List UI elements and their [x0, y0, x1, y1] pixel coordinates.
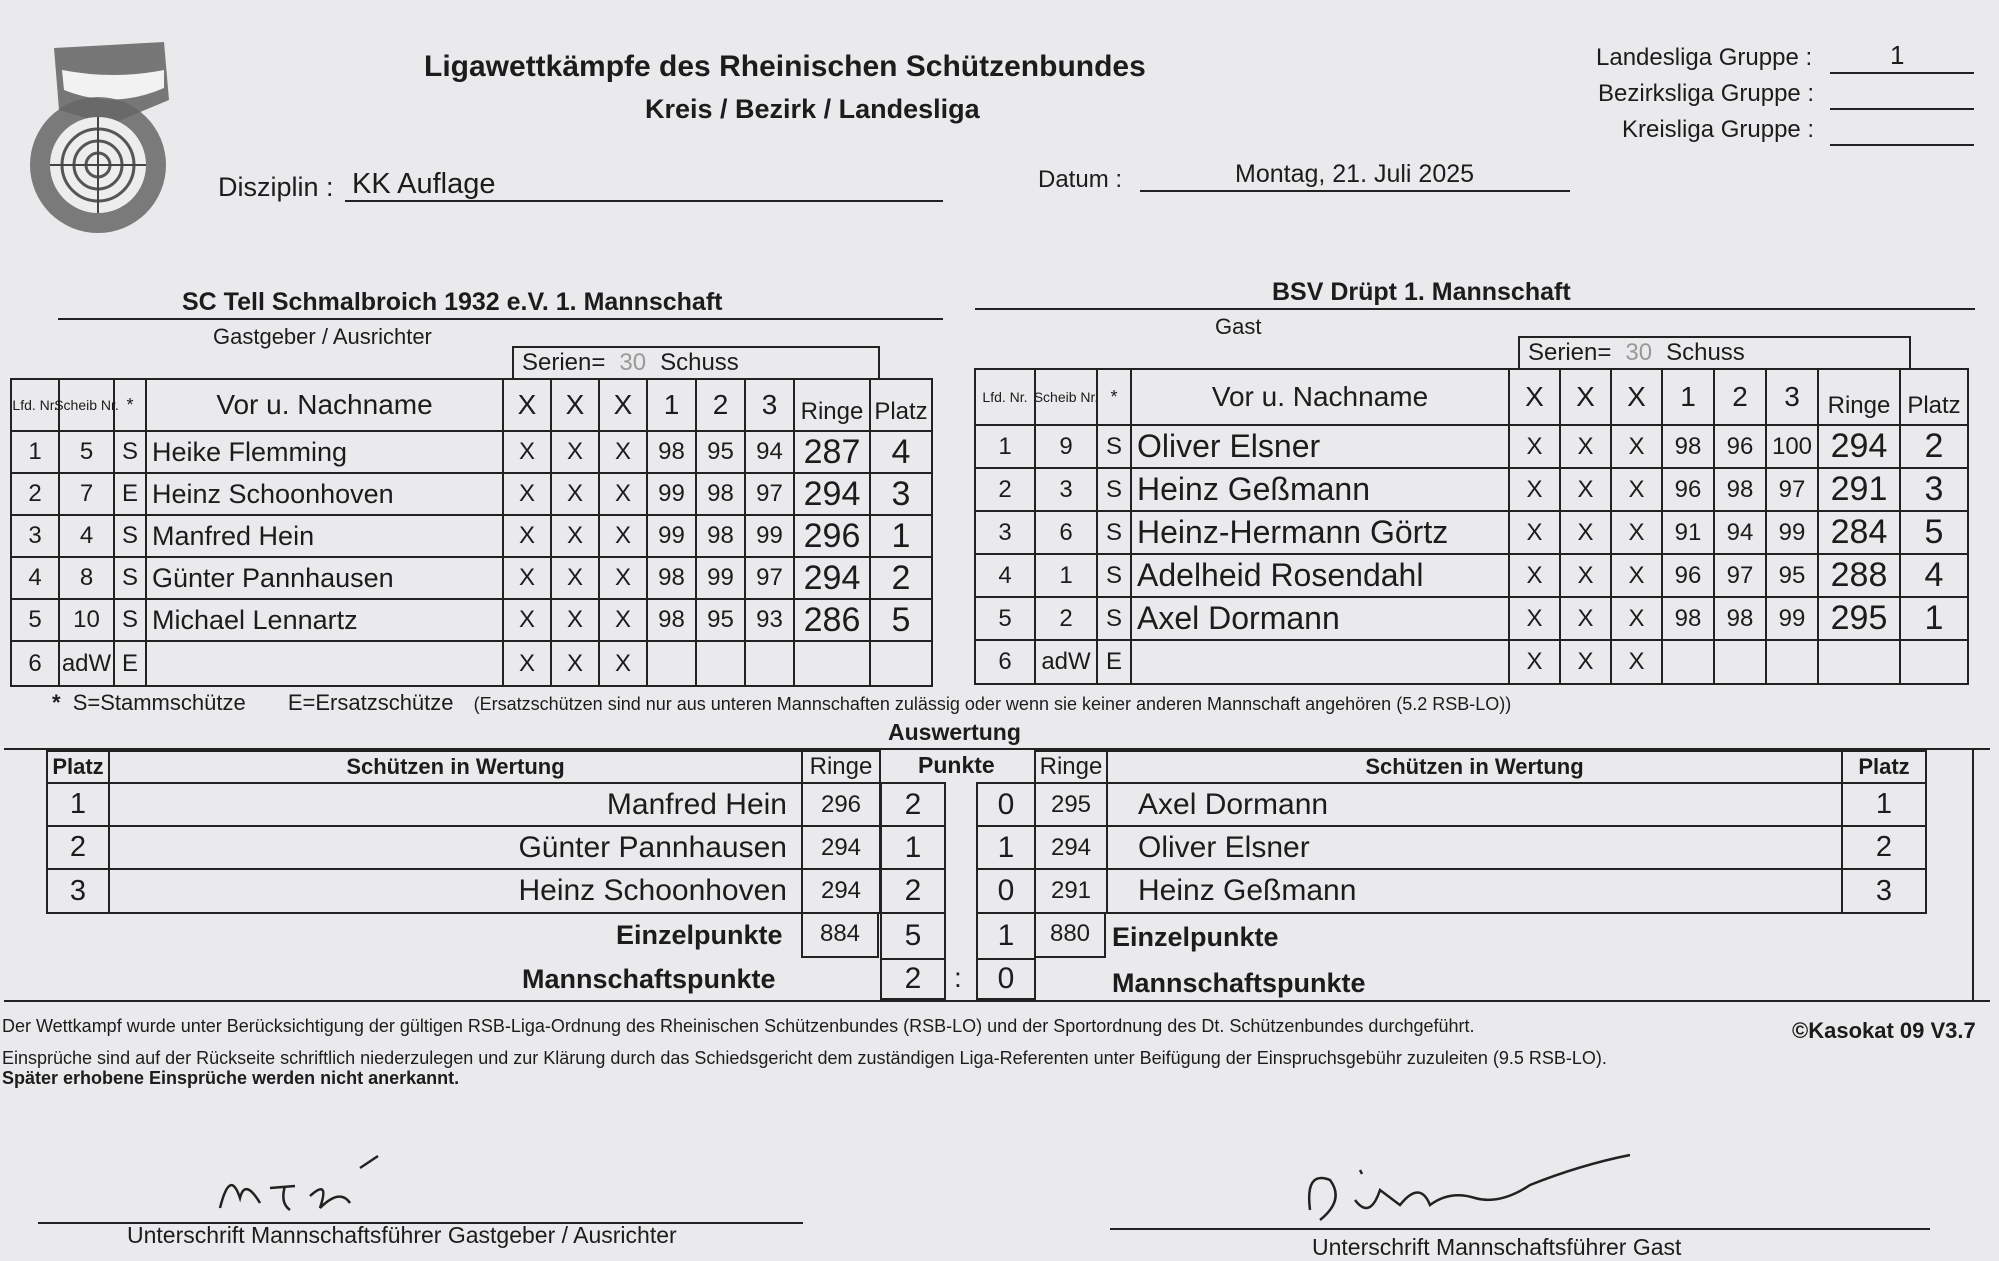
cell-serie-1: 99 [648, 516, 697, 558]
cell-scheib-nr: adW [1036, 641, 1098, 685]
header-serie-1: 1 [1663, 370, 1715, 426]
cell-scheib-nr: 5 [60, 432, 115, 474]
cell-name [1132, 641, 1510, 685]
cell-status: S [115, 516, 147, 558]
auswertung-title: Auswertung [888, 719, 1021, 745]
wertung-ringe: 294 [803, 827, 881, 870]
cell-serie-2: 95 [697, 600, 746, 642]
wertung-name: Axel Dormann [1108, 784, 1843, 827]
wertung-name: Heinz Schoonhoven [110, 870, 803, 914]
guest-mannschaftspunkte: 0 [978, 960, 1036, 1000]
cell-lfd-nr: 4 [12, 558, 60, 600]
cell-lfd-nr: 6 [12, 642, 60, 687]
cell-x2: X [552, 516, 600, 558]
landesliga-label: Landesliga Gruppe : [1596, 44, 1813, 71]
cell-x1: X [1510, 555, 1561, 598]
schuss-label: Schuss [660, 349, 739, 376]
cell-name: Heinz Geßmann [1132, 469, 1510, 512]
home-einzelpunkte-label: Einzelpunkte [616, 920, 783, 950]
cell-lfd-nr: 6 [976, 641, 1036, 685]
wertung-ringe: 291 [1036, 870, 1108, 914]
cell-x3: X [600, 516, 648, 558]
home-team-role: Gastgeber / Ausrichter [213, 324, 432, 349]
cell-status: S [1098, 426, 1132, 469]
home-serien-box [512, 346, 880, 378]
home-team-name: SC Tell Schmalbroich 1932 e.V. 1. Mannschaft [182, 288, 723, 316]
cell-scheib-nr: 7 [60, 474, 115, 516]
cell-x2: X [552, 558, 600, 600]
cell-x2: X [1561, 555, 1612, 598]
cell-ringe: 294 [1819, 426, 1901, 469]
cell-x3: X [600, 642, 648, 687]
cell-scheib-nr: 4 [60, 516, 115, 558]
wertung-ringe: 294 [803, 870, 881, 914]
cell-status: S [1098, 469, 1132, 512]
wertung-platz: 2 [48, 827, 110, 870]
cell-serie-2: 95 [697, 432, 746, 474]
cell-serie-1 [648, 642, 697, 687]
wertung-ringe: 295 [1036, 784, 1108, 827]
wertung-name: Heinz Geßmann [1108, 870, 1843, 914]
wertung-platz: 3 [48, 870, 110, 914]
cell-status: E [1098, 641, 1132, 685]
header-name: Vor u. Nachname [147, 380, 504, 432]
header-x1: X [1510, 370, 1561, 426]
cell-serie-1: 98 [648, 558, 697, 600]
platz-header: Platz [1843, 752, 1927, 784]
rsb-logo [14, 40, 186, 240]
header-name: Vor u. Nachname [1132, 370, 1510, 426]
cell-serie-2: 94 [1715, 512, 1767, 555]
cell-platz [871, 642, 933, 687]
form-subtitle: Kreis / Bezirk / Landesliga [645, 94, 980, 124]
cell-platz: 5 [871, 600, 933, 642]
wertung-name: Manfred Hein [110, 784, 803, 827]
disziplin-value: KK Auflage [352, 168, 496, 200]
header-serie-2: 2 [697, 380, 746, 432]
wertung-punkte: 0 [978, 870, 1036, 914]
cell-name: Axel Dormann [1132, 598, 1510, 641]
cell-x1: X [504, 432, 552, 474]
cell-lfd-nr: 5 [12, 600, 60, 642]
header-x2: X [552, 380, 600, 432]
cell-x1: X [1510, 426, 1561, 469]
cell-x1: X [1510, 512, 1561, 555]
cell-scheib-nr: 1 [1036, 555, 1098, 598]
cell-x2: X [552, 600, 600, 642]
guest-mannschaftspunkte-label: Mannschaftspunkte [1112, 968, 1366, 998]
cell-serie-3: 95 [1767, 555, 1819, 598]
header-scheib-nr: Scheib Nr. [1036, 370, 1098, 426]
cell-serie-2: 98 [697, 516, 746, 558]
cell-x3: X [1612, 469, 1663, 512]
cell-name: Adelheid Rosendahl [1132, 555, 1510, 598]
cell-status: S [115, 600, 147, 642]
header-serie-2: 2 [1715, 370, 1767, 426]
cell-serie-2: 98 [1715, 598, 1767, 641]
cell-status: S [1098, 555, 1132, 598]
cell-platz [1901, 641, 1969, 685]
cell-x2: X [1561, 598, 1612, 641]
cell-ringe: 296 [795, 516, 871, 558]
wertung-punkte: 2 [882, 784, 946, 827]
cell-lfd-nr: 4 [976, 555, 1036, 598]
cell-x3: X [1612, 598, 1663, 641]
cell-platz: 3 [871, 474, 933, 516]
guest-signature [1300, 1150, 1640, 1235]
header-x2: X [1561, 370, 1612, 426]
cell-serie-3: 97 [1767, 469, 1819, 512]
home-mannschaftspunkte: 2 [882, 960, 946, 1000]
header-lfd-nr: Lfd. Nr. [12, 380, 60, 432]
cell-serie-2: 98 [697, 474, 746, 516]
cell-platz: 5 [1901, 512, 1969, 555]
cell-x1: X [504, 516, 552, 558]
ringe-header: Ringe [1036, 752, 1108, 784]
wertung-name: Oliver Elsner [1108, 827, 1843, 870]
cell-x2: X [1561, 469, 1612, 512]
cell-x1: X [504, 474, 552, 516]
cell-platz: 1 [871, 516, 933, 558]
cell-serie-3: 99 [1767, 512, 1819, 555]
cell-status: S [115, 432, 147, 474]
cell-x3: X [1612, 512, 1663, 555]
header-star: * [1098, 370, 1132, 426]
wertung-punkte: 0 [978, 784, 1036, 827]
cell-ringe: 284 [1819, 512, 1901, 555]
guest-ringe-total: 880 [1034, 912, 1106, 958]
cell-lfd-nr: 3 [12, 516, 60, 558]
cell-serie-3: 94 [746, 432, 795, 474]
header-serie-3: 3 [1767, 370, 1819, 426]
cell-serie-2 [1715, 641, 1767, 685]
cell-serie-1 [1663, 641, 1715, 685]
cell-x1: X [1510, 598, 1561, 641]
cell-status: E [115, 642, 147, 687]
form-title: Ligawettkämpfe des Rheinischen Schützenbundes [424, 50, 1146, 83]
home-punkte-column [880, 782, 946, 1000]
wertung-platz: 1 [48, 784, 110, 827]
ringe-header: Ringe [803, 752, 881, 784]
cell-serie-3: 99 [746, 516, 795, 558]
cell-name: Oliver Elsner [1132, 426, 1510, 469]
cell-serie-2: 96 [1715, 426, 1767, 469]
cell-scheib-nr: 9 [1036, 426, 1098, 469]
cell-scheib-nr: 2 [1036, 598, 1098, 641]
cell-name: Heinz-Hermann Görtz [1132, 512, 1510, 555]
cell-serie-1: 96 [1663, 469, 1715, 512]
header-ringe: Ringe [795, 380, 871, 432]
punkte-header: Punkte [918, 752, 995, 778]
cell-serie-1: 98 [648, 600, 697, 642]
cell-serie-1: 98 [1663, 426, 1715, 469]
cell-scheib-nr: 10 [60, 600, 115, 642]
disziplin-label: Disziplin : [218, 172, 334, 202]
wertung-punkte: 2 [882, 870, 946, 914]
cell-scheib-nr: 6 [1036, 512, 1098, 555]
home-wertung-table [46, 750, 881, 914]
header-ringe: Ringe [1819, 370, 1901, 426]
cell-serie-1: 98 [1663, 598, 1715, 641]
header-star: * [115, 380, 147, 432]
cell-x3: X [600, 432, 648, 474]
cell-x1: X [504, 600, 552, 642]
datum-label: Datum : [1038, 166, 1123, 193]
header-serie-1: 1 [648, 380, 697, 432]
cell-platz: 4 [871, 432, 933, 474]
home-mannschaftspunkte-label: Mannschaftspunkte [522, 964, 776, 994]
header-scheib-nr: Scheib Nr. [60, 380, 115, 432]
cell-x3: X [600, 474, 648, 516]
cell-x3: X [1612, 555, 1663, 598]
cell-name [147, 642, 504, 687]
guest-einzelpunkte: 1 [978, 914, 1036, 960]
schuetzen-header: Schützen in Wertung [1108, 752, 1843, 784]
landesliga-value: 1 [1890, 40, 1905, 70]
kreisliga-label: Kreisliga Gruppe : [1622, 116, 1815, 143]
cell-lfd-nr: 5 [976, 598, 1036, 641]
cell-x3: X [1612, 641, 1663, 685]
cell-ringe: 286 [795, 600, 871, 642]
header-platz: Platz [871, 380, 933, 432]
cell-x2: X [1561, 512, 1612, 555]
wertung-platz: 2 [1843, 827, 1927, 870]
guest-team-role: Gast [1215, 314, 1262, 339]
cell-x1: X [504, 558, 552, 600]
cell-scheib-nr: 8 [60, 558, 115, 600]
home-signature-label: Unterschrift Mannschaftsführer Gastgeber / Ausrichter [127, 1222, 677, 1248]
guest-results-table [974, 368, 1969, 685]
cell-serie-1: 96 [1663, 555, 1715, 598]
guest-wertung-table [1034, 750, 1927, 914]
schuss-label: Schuss [1666, 339, 1745, 366]
header-serie-3: 3 [746, 380, 795, 432]
guest-team-name: BSV Drüpt 1. Mannschaft [1272, 278, 1571, 306]
cell-ringe: 295 [1819, 598, 1901, 641]
cell-x2: X [552, 642, 600, 687]
cell-x1: X [504, 642, 552, 687]
cell-platz: 3 [1901, 469, 1969, 512]
cell-serie-3 [1767, 641, 1819, 685]
cell-lfd-nr: 2 [976, 469, 1036, 512]
schuetzen-header: Schützen in Wertung [110, 752, 803, 784]
cell-name: Heike Flemming [147, 432, 504, 474]
cell-serie-2: 98 [1715, 469, 1767, 512]
cell-ringe: 291 [1819, 469, 1901, 512]
wertung-ringe: 296 [803, 784, 881, 827]
home-results-table [10, 378, 933, 687]
home-signature [200, 1148, 400, 1223]
cell-ringe: 294 [795, 558, 871, 600]
cell-x1: X [1510, 469, 1561, 512]
cell-x2: X [552, 474, 600, 516]
cell-x3: X [1612, 426, 1663, 469]
legend-star: * [52, 690, 61, 715]
footer-line-3: Später erhobene Einsprüche werden nicht anerkannt. [2, 1068, 460, 1088]
legend-stamm: S=Stammschütze [72, 690, 246, 715]
cell-platz: 2 [1901, 426, 1969, 469]
footer-line-1: Der Wettkampf wurde unter Berücksichtigung der gültigen RSB-Liga-Ordnung des Rheinischen Schützenbundes (RSB-LO) und der Sportordnung des Dt. Schützenbundes durchgeführt. [2, 1016, 1475, 1036]
legend-note: (Ersatzschützen sind nur aus unteren Mannschaften zulässig oder wenn sie keiner anderen Mannschaft angehören (5.2 RSB-LO)) [473, 694, 1512, 714]
cell-serie-3: 93 [746, 600, 795, 642]
header-x3: X [600, 380, 648, 432]
cell-ringe [795, 642, 871, 687]
cell-status: S [115, 558, 147, 600]
cell-status: S [1098, 512, 1132, 555]
guest-einzelpunkte-label: Einzelpunkte [1112, 922, 1279, 952]
home-einzelpunkte: 5 [882, 914, 946, 960]
cell-serie-1: 99 [648, 474, 697, 516]
bezirksliga-label: Bezirksliga Gruppe : [1598, 80, 1815, 107]
cell-serie-2 [697, 642, 746, 687]
wertung-name: Günter Pannhausen [110, 827, 803, 870]
serien-label: Serien= [1528, 339, 1612, 366]
cell-scheib-nr: adW [60, 642, 115, 687]
cell-x2: X [1561, 426, 1612, 469]
guest-serien-box [1518, 336, 1911, 368]
header-x3: X [1612, 370, 1663, 426]
cell-ringe [1819, 641, 1901, 685]
footer-copyright: ©Kasokat 09 V3.7 [1792, 1018, 1976, 1043]
datum-value: Montag, 21. Juli 2025 [1235, 160, 1475, 188]
wertung-ringe: 294 [1036, 827, 1108, 870]
cell-serie-3: 97 [746, 474, 795, 516]
cell-serie-3: 99 [1767, 598, 1819, 641]
cell-serie-3 [746, 642, 795, 687]
cell-x2: X [552, 432, 600, 474]
cell-x1: X [1510, 641, 1561, 685]
cell-name: Heinz Schoonhoven [147, 474, 504, 516]
cell-lfd-nr: 3 [976, 512, 1036, 555]
cell-serie-2: 99 [697, 558, 746, 600]
cell-name: Michael Lennartz [147, 600, 504, 642]
cell-platz: 1 [1901, 598, 1969, 641]
cell-x3: X [600, 558, 648, 600]
cell-serie-2: 97 [1715, 555, 1767, 598]
legend [52, 690, 1511, 716]
cell-lfd-nr: 1 [12, 432, 60, 474]
cell-lfd-nr: 1 [976, 426, 1036, 469]
wertung-platz: 1 [1843, 784, 1927, 827]
cell-serie-3: 100 [1767, 426, 1819, 469]
cell-ringe: 288 [1819, 555, 1901, 598]
mannschaftspunkte-separator: : [954, 962, 962, 993]
cell-ringe: 294 [795, 474, 871, 516]
cell-status: S [1098, 598, 1132, 641]
wertung-punkte: 1 [882, 827, 946, 870]
cell-x2: X [1561, 641, 1612, 685]
cell-status: E [115, 474, 147, 516]
wertung-platz: 3 [1843, 870, 1927, 914]
cell-lfd-nr: 2 [12, 474, 60, 516]
cell-platz: 4 [1901, 555, 1969, 598]
wertung-punkte: 1 [978, 827, 1036, 870]
cell-name: Manfred Hein [147, 516, 504, 558]
home-ringe-total: 884 [801, 912, 879, 958]
footer-line-2: Einsprüche sind auf der Rückseite schriftlich niederzulegen und zur Klärung durch das Schiedsgericht dem zuständigen Liga-Referenten unter Beifügung der Einspruchsgebühr zuzuleiten (9.5 RSB-LO). [2, 1048, 1607, 1068]
header-platz: Platz [1901, 370, 1969, 426]
platz-header: Platz [48, 752, 110, 784]
guest-signature-label: Unterschrift Mannschaftsführer Gast [1312, 1234, 1682, 1260]
legend-ersatz: E=Ersatzschütze [287, 690, 454, 715]
serien-count: 30 [1625, 339, 1653, 366]
cell-serie-3: 97 [746, 558, 795, 600]
serien-count: 30 [619, 349, 647, 376]
cell-ringe: 287 [795, 432, 871, 474]
cell-name: Günter Pannhausen [147, 558, 504, 600]
cell-x3: X [600, 600, 648, 642]
header-x1: X [504, 380, 552, 432]
header-lfd-nr: Lfd. Nr. [976, 370, 1036, 426]
cell-platz: 2 [871, 558, 933, 600]
serien-label: Serien= [522, 349, 606, 376]
cell-scheib-nr: 3 [1036, 469, 1098, 512]
cell-serie-1: 91 [1663, 512, 1715, 555]
cell-serie-1: 98 [648, 432, 697, 474]
guest-punkte-column [976, 782, 1036, 1000]
